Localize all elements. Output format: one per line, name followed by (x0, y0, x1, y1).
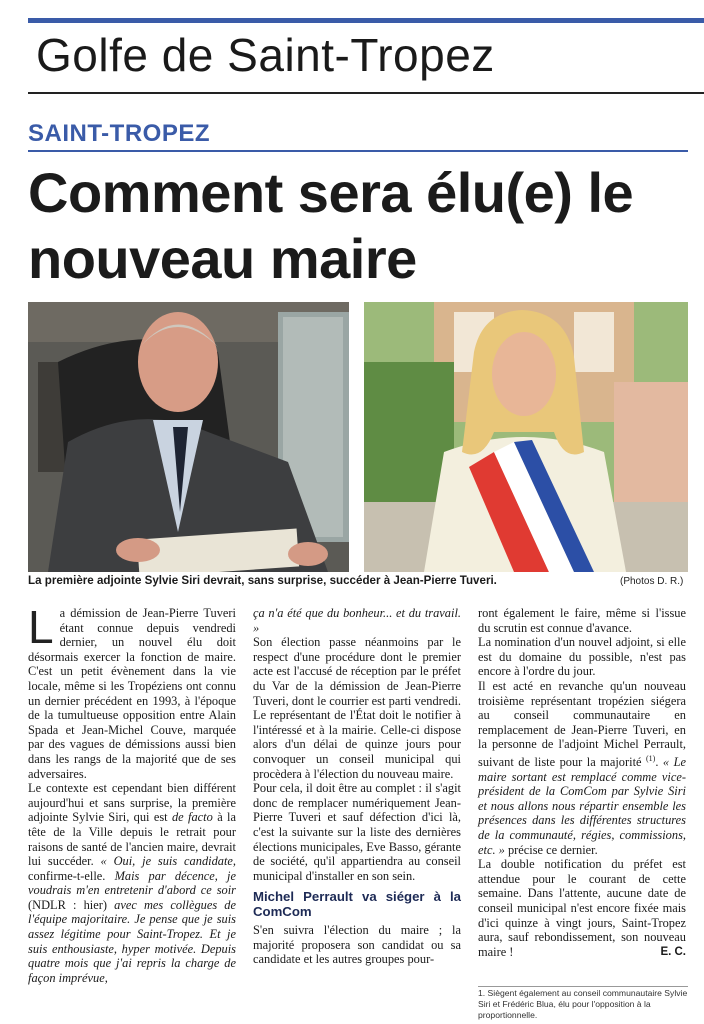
article-column-3 (478, 606, 686, 960)
paragraph-text: à la tête de la Ville depuis le retrait pour raisons de santé de l'ancien maire, devrait lui succéder. (28, 810, 236, 869)
italic-text: de facto (171, 810, 213, 825)
header-divider (28, 92, 704, 94)
paragraph-text: Le contexte est cependant bien différent aujourd'hui et sans surprise, la première adjointe Sylvie Siri, qui est (28, 781, 236, 825)
paragraph (28, 781, 236, 985)
paragraph-text: Il est acté en revanche qu'un nouveau troisième représentant tropézien siégera au conseil communautaire en remplacement de Jean-Pierre Tuveri, en la personne de l'adjoint Michel Perrault, suivant de liste pour la majorité (478, 678, 686, 770)
paragraph-text: précise ce dernier. (504, 842, 598, 857)
paragraph: La double notification du préfet est attendue pour le courant de cette semaine. Dans l'attente, aucune date de conseil municipal n'est encore fixée mais d'ici quinze à vingt jours, Saint-Tropez aura, sauf rebondissement, son nouveau maire ! (478, 857, 686, 959)
quote-text: « Oui, je suis candidate, (100, 854, 237, 869)
author-signature: E. C. (660, 946, 686, 959)
quote-text: ça n'a été que du bonheur... et du travail. » (253, 606, 461, 635)
article-column-1 (28, 601, 237, 985)
section-header: Golfe de Saint-Tropez (36, 29, 495, 81)
article-subheading: Michel Perrault va siéger à la ComCom (253, 889, 461, 920)
footnote: 1. Siègent également au conseil communautaire Sylvie Siri et Frédéric Blua, élu pour l'opposition à la proportionnelle. (478, 988, 688, 1020)
photo-tuveri-illustration (28, 302, 349, 572)
photo-sylvie-siri (364, 302, 688, 572)
quote-text: Mais par décence, je voudrais m'en entretenir d'abord ce soir (28, 868, 237, 898)
location-rubric: SAINT-TROPEZ (28, 120, 211, 147)
paragraph (478, 679, 686, 857)
paragraph: Pour cela, il doit être au complet : il s'agit donc de remplacer numériquement Jean-Pierre Tuveri et sauf défection d'ici là, c'est la suivante sur la liste des dernières élections municipales, Eve Basso, gérante de société, qu'il appartiendra au conseil municipal d'installer en son sein. (253, 781, 461, 883)
top-accent-rule (28, 18, 704, 23)
paragraph: S'en suivra l'élection du maire ; la majorité proposera son candidat ou sa candidate et les autres groupes pour- (253, 923, 461, 967)
paragraph (28, 601, 236, 781)
editor-note: (NDLR : hier) (28, 897, 115, 912)
paragraph: Son élection passe néanmoins par le respect d'une procédure dont le premier acte est l'accusé de réception par le préfet du Var de la démission de Jean-Pierre Tuveri, dont le courrier est parti vendredi. Le représentant de l'État doit le notifier à l'intéressé et à la mairie. Celle-ci dispose alors d'un délai de quinze jours pour convoquer un conseil municipal qui procèdera à l'élection du nouveau maire. (253, 635, 461, 781)
paragraph-text: . (655, 755, 663, 770)
photo-siri-illustration (364, 302, 688, 572)
paragraph (253, 606, 461, 635)
quote-text: avec mes collègues de l'équipe majoritaire. Je pense que je suis assez légitime pour Saint-Tropez. Et je suis enthousiaste, hyper motivée. Depuis quatre mois que j'ai repris la charge de façon imprévue, (28, 897, 237, 985)
article-headline: Comment sera élu(e) le nouveau maire (28, 161, 634, 290)
paragraph-text: confirme-t-elle. (28, 868, 115, 883)
photo-caption: La première adjointe Sylvie Siri devrait, sans surprise, succéder à Jean-Pierre Tuveri. (28, 574, 497, 587)
photo-credit: (Photos D. R.) (620, 576, 684, 587)
drop-cap: L (28, 601, 54, 653)
paragraph: La nomination d'un nouvel adjoint, si elle est du domaine du possible, n'est pas encore à l'ordre du jour. (478, 635, 686, 679)
paragraph: ront également le faire, même si l'issue du scrutin est connue d'avance. (478, 606, 686, 635)
quote-text: « Le maire sortant est remplacé comme vice-président de la ComCom par Sylvie Siri et nous allons nous répartir ensemble les présences dans les différentes structures de la communauté, régies, commissions, etc. » (478, 755, 686, 857)
photo-jean-pierre-tuveri (28, 302, 349, 572)
paragraph-text: a démission de Jean-Pierre Tuveri étant connue depuis vendredi dernier, un nouvel élu doit désormais exercer la fonction de maire. C'est un petit évènement dans la vie locale, même si les Tropéziens ont connu un dernier précédent en 1993, à l'époque de la tumultueuse opposition entre Alain Spada et Jean-Michel Couve, marquée par des vagues de démissions aussi bien dans les rangs de la majorité que de ses adversaires. (28, 606, 236, 781)
footnote-ref: (1) (646, 753, 656, 763)
article-column-2 (253, 606, 461, 967)
rubric-underline (28, 150, 688, 152)
